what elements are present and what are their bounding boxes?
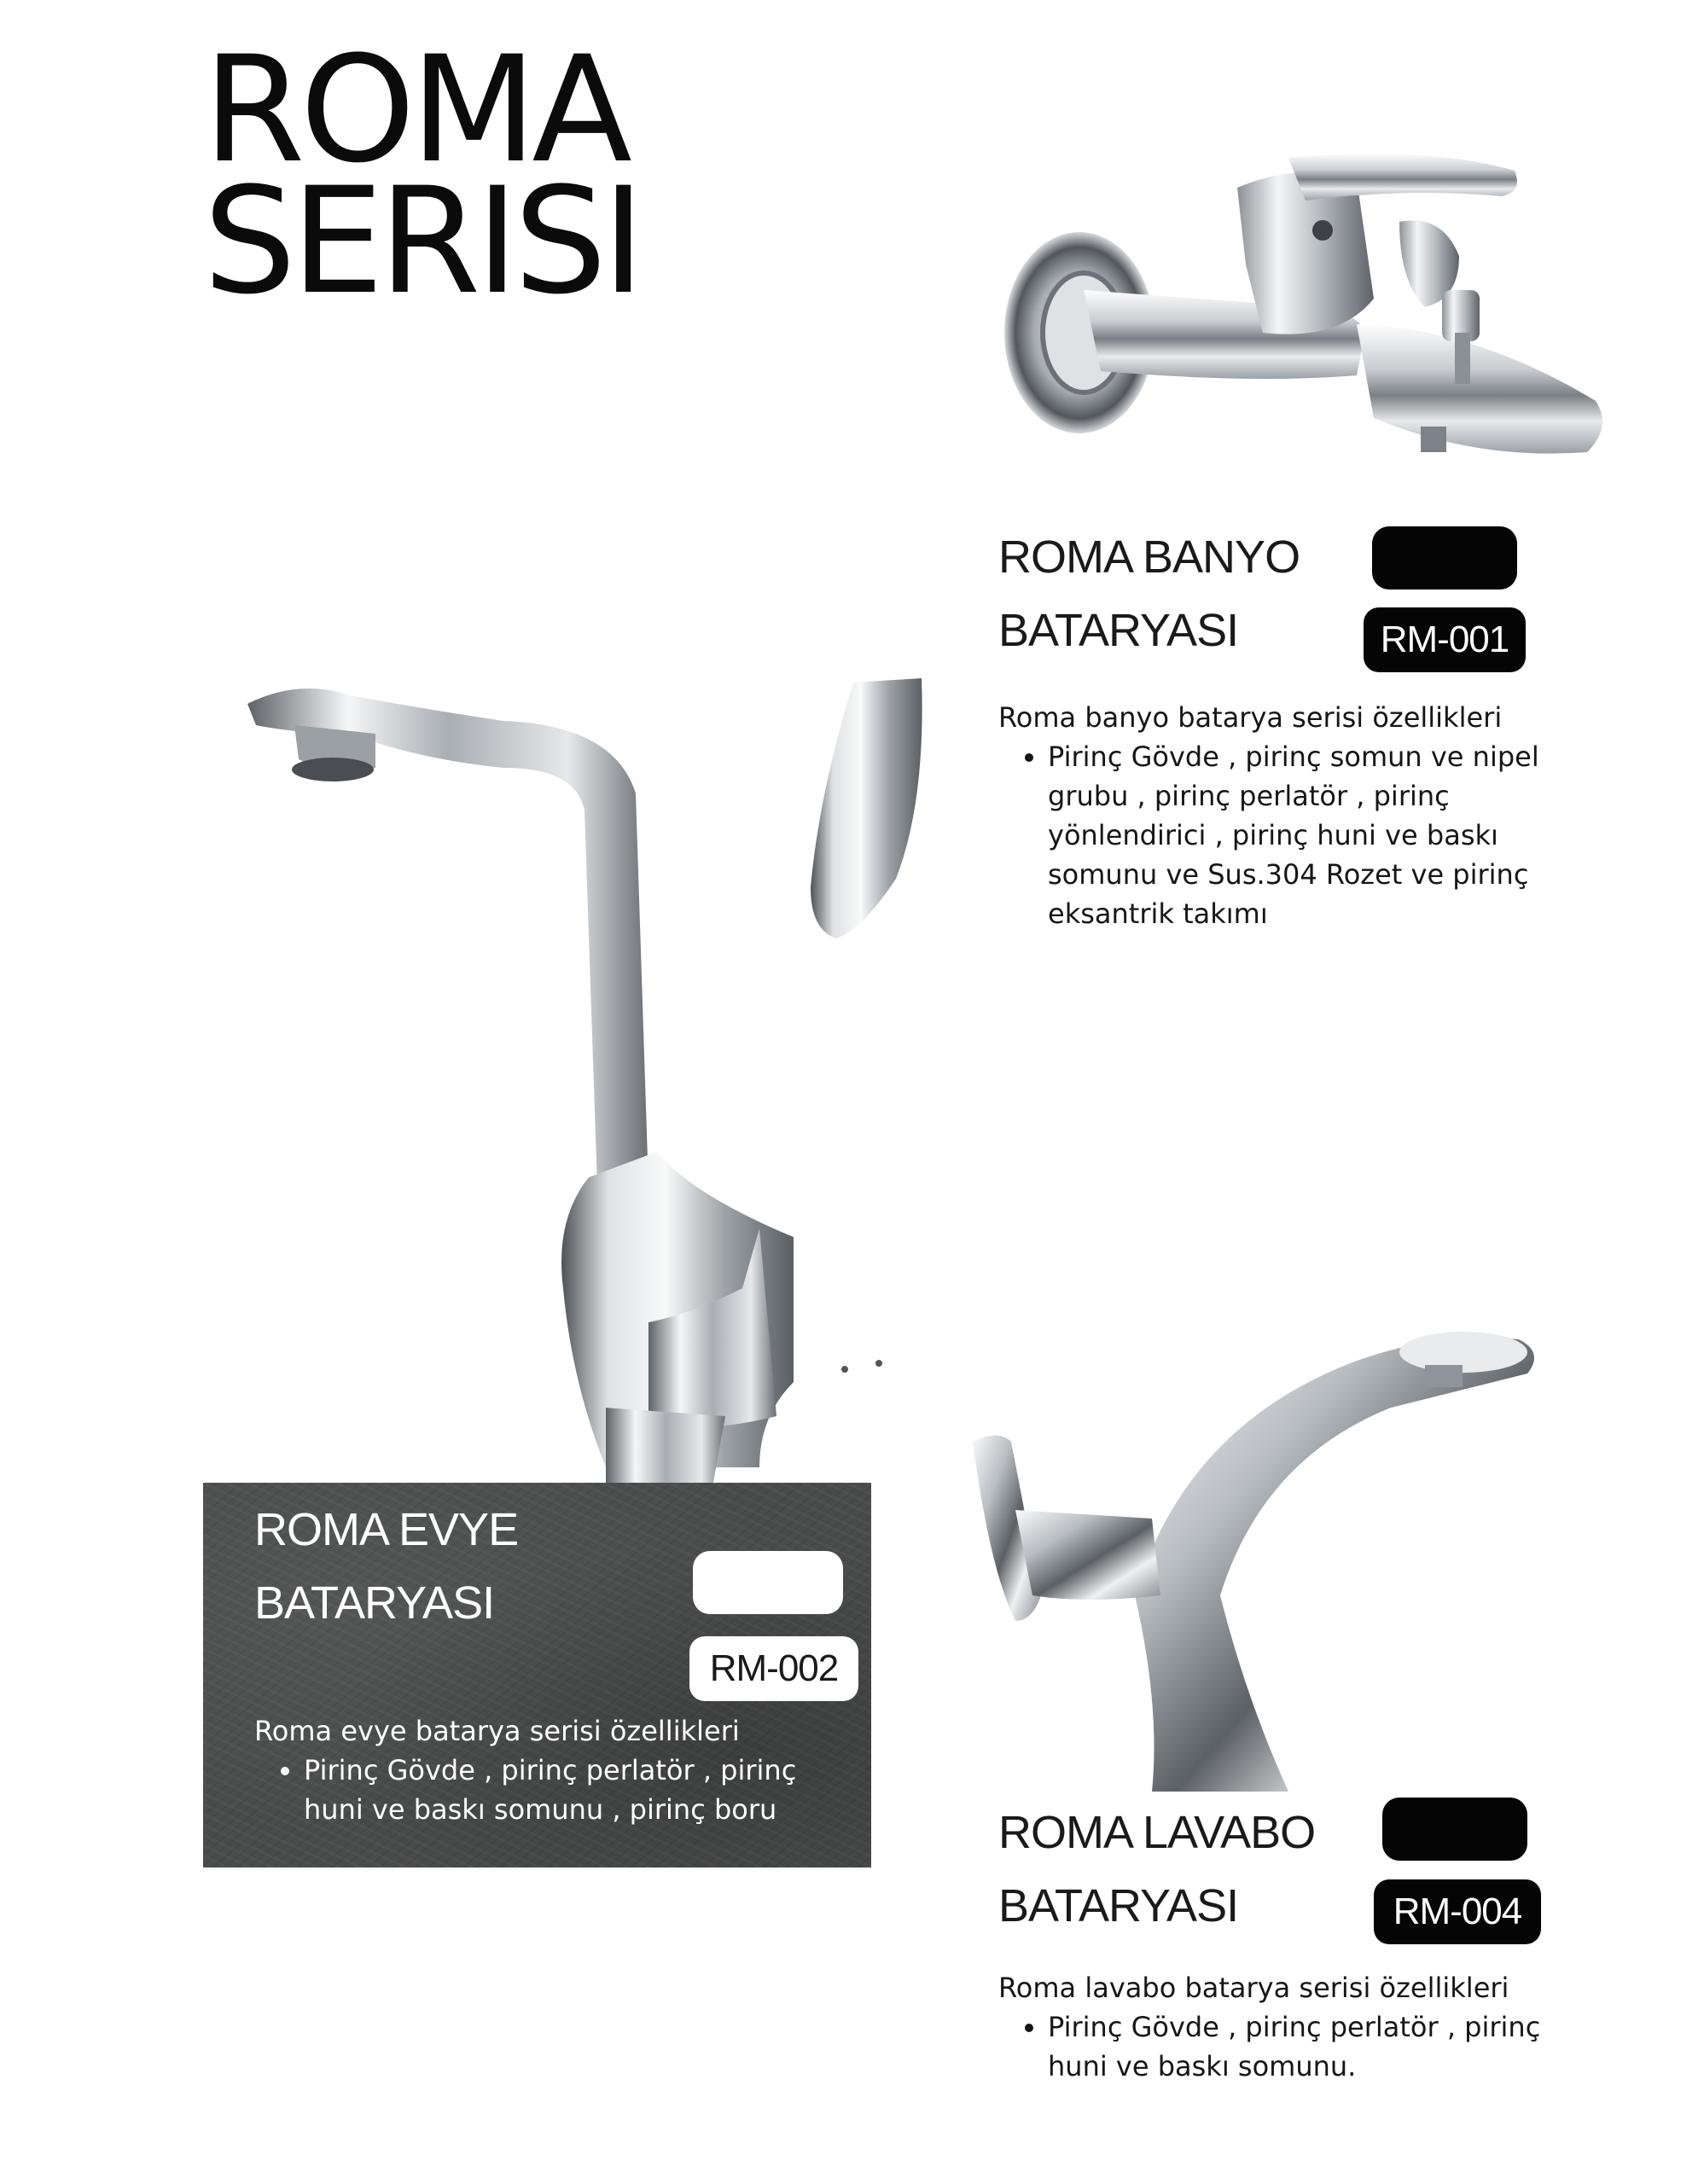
features-list bbox=[998, 737, 1562, 933]
product-name-line-2: BATARYASI bbox=[998, 1880, 1239, 1931]
product-name-line-1: ROMA BANYO bbox=[998, 531, 1300, 583]
product-name-rm-004 bbox=[998, 1796, 1315, 1943]
product-name-line-1: ROMA EVYE bbox=[254, 1504, 519, 1555]
features-list bbox=[998, 2007, 1562, 2086]
features-list bbox=[254, 1751, 852, 1829]
product-badge-blank bbox=[1382, 1798, 1527, 1861]
product-features bbox=[998, 1968, 1562, 2086]
product-name-line-2: BATARYASI bbox=[998, 605, 1239, 656]
page-title-line-2: SERISI bbox=[203, 155, 640, 327]
features-intro: Roma lavabo batarya serisi özellikleri bbox=[998, 1972, 1509, 2004]
product-badge-blank bbox=[1372, 526, 1517, 590]
bath-mixer-photo bbox=[998, 128, 1630, 503]
basin-mixer-photo bbox=[964, 1314, 1553, 1809]
product-name-line-2: BATARYASI bbox=[254, 1577, 495, 1629]
product-name-rm-002 bbox=[254, 1493, 518, 1640]
product-features bbox=[998, 698, 1562, 933]
feature-item: • Pirinç Gövde , pirinç perlatör , pirinç huni ve baskı somunu , pirinç boru bbox=[304, 1751, 852, 1829]
product-code-badge: RM-001 bbox=[1364, 607, 1526, 672]
product-code-badge: RM-002 bbox=[689, 1636, 858, 1701]
product-code-badge: RM-004 bbox=[1374, 1879, 1541, 1944]
product-name-rm-001 bbox=[998, 520, 1300, 667]
feature-item: • Pirinç Gövde , pirinç somun ve nipel grubu , pirinç perlatör , pirinç yönlendirici , pirinç huni ve baskı somunu ve Sus.304 Rozet ve pirinç eksantrik takımı bbox=[1048, 737, 1562, 933]
page-title-line-1: ROMA bbox=[203, 24, 627, 195]
kitchen-mixer-photo bbox=[247, 674, 930, 1519]
features-intro: Roma evye batarya serisi özellikleri bbox=[254, 1715, 740, 1747]
product-badge-blank bbox=[693, 1551, 843, 1614]
product-features bbox=[254, 1711, 852, 1829]
feature-item: • Pirinç Gövde , pirinç perlatör , pirinç huni ve baskı somunu. bbox=[1048, 2007, 1562, 2086]
page-title bbox=[203, 24, 800, 327]
product-name-line-1: ROMA LAVABO bbox=[998, 1807, 1316, 1858]
features-intro: Roma banyo batarya serisi özellikleri bbox=[998, 701, 1503, 734]
